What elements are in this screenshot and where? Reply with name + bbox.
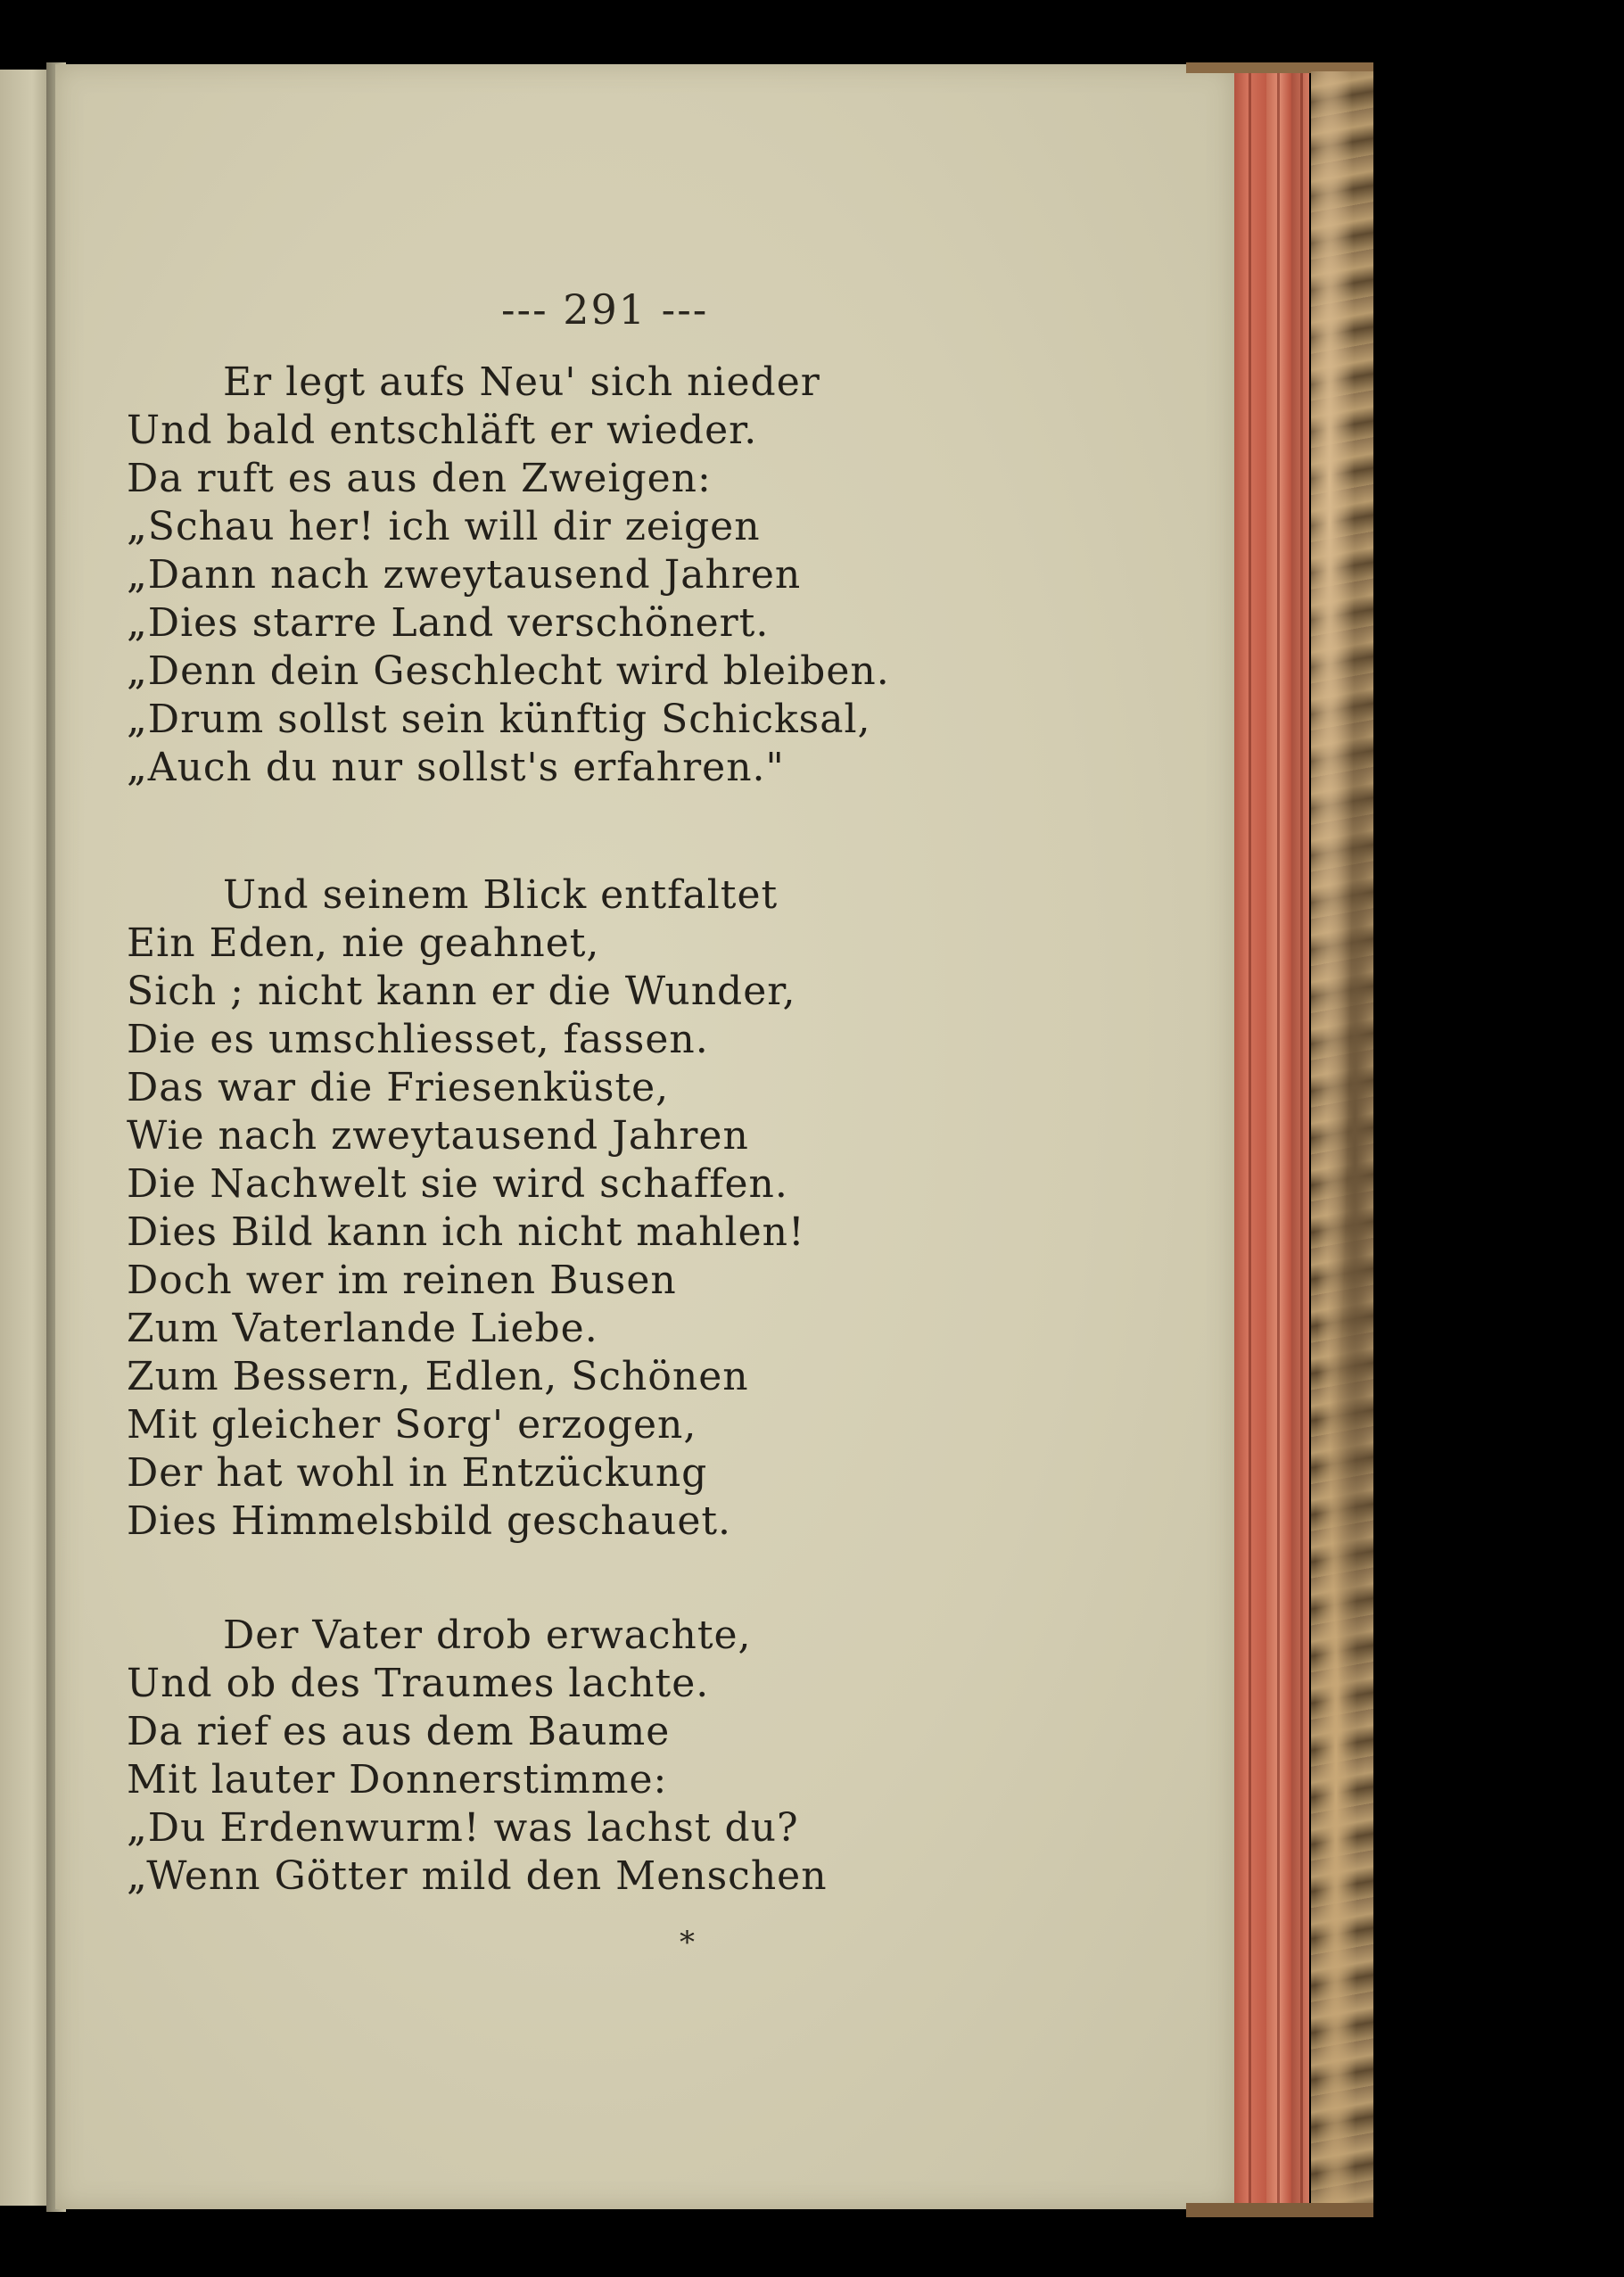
verse-line: „Schau her! ich will dir zeigen bbox=[127, 504, 761, 549]
verse-line: Da ruft es aus den Zweigen: bbox=[127, 456, 712, 501]
marbled-cover-board bbox=[1311, 71, 1373, 2203]
facing-page-edge bbox=[0, 70, 54, 2206]
verse-line: Das war die Friesenküste, bbox=[127, 1065, 670, 1110]
verse-line: Und bald entschläft er wieder. bbox=[127, 408, 758, 453]
page-edge-line bbox=[1277, 70, 1280, 2206]
verse-line: „Dann nach zweytausend Jahren bbox=[127, 552, 802, 598]
verse-line: Doch wer im reinen Busen bbox=[127, 1258, 677, 1303]
verse-line: „Auch du nur sollst's erfahren." bbox=[127, 745, 785, 790]
verse-line: Mit gleicher Sorg' erzogen, bbox=[127, 1402, 697, 1448]
verse-line: Die Nachwelt sie wird schaffen. bbox=[127, 1161, 788, 1207]
page-edge-line bbox=[1249, 70, 1251, 2206]
cover-board-bottom bbox=[1186, 2203, 1373, 2217]
stanza-1 bbox=[127, 359, 890, 792]
verse-line: Wie nach zweytausend Jahren bbox=[127, 1113, 749, 1159]
verse-line: „Denn dein Geschlecht wird bleiben. bbox=[127, 648, 890, 694]
verse-line: Zum Vaterlande Liebe. bbox=[127, 1306, 598, 1351]
verse-line: Der hat wohl in Entzückung bbox=[127, 1450, 708, 1496]
verse-line: „Dies starre Land verschönert. bbox=[127, 600, 770, 646]
page-edge-line bbox=[1300, 70, 1303, 2206]
verse-line: Mit lauter Donnerstimme: bbox=[127, 1757, 668, 1803]
verse-line: Die es umschliesset, fassen. bbox=[127, 1017, 709, 1062]
verse-line: Dies Himmelsbild geschauet. bbox=[127, 1498, 732, 1544]
verse-line: Dies Bild kann ich nicht mahlen! bbox=[127, 1209, 805, 1255]
verse-line: „Du Erdenwurm! was lachst du? bbox=[127, 1805, 799, 1851]
verse-line: Er legt aufs Neu' sich nieder bbox=[223, 359, 820, 405]
stanza-3 bbox=[127, 1612, 828, 1901]
verse-line: Ein Eden, nie geahnet, bbox=[127, 920, 600, 966]
stanza-2 bbox=[127, 871, 805, 1546]
verse-line: Sich ; nicht kann er die Wunder, bbox=[127, 969, 796, 1014]
signature-mark: * bbox=[680, 1925, 695, 1960]
verse-line: Der Vater drob erwachte, bbox=[223, 1613, 752, 1658]
book-page bbox=[55, 64, 1234, 2209]
verse-line: Da rief es aus dem Baume bbox=[127, 1709, 671, 1754]
page-number: --- 291 --- bbox=[501, 285, 709, 334]
verse-line: Zum Bessern, Edlen, Schönen bbox=[127, 1354, 749, 1399]
verse-line: „Drum sollst sein künftig Schicksal, bbox=[127, 697, 871, 742]
verse-line: Und ob des Traumes lachte. bbox=[127, 1661, 710, 1706]
verse-line: „Wenn Götter mild den Menschen bbox=[127, 1853, 828, 1899]
verse-line: Und seinem Blick entfaltet bbox=[223, 872, 779, 918]
